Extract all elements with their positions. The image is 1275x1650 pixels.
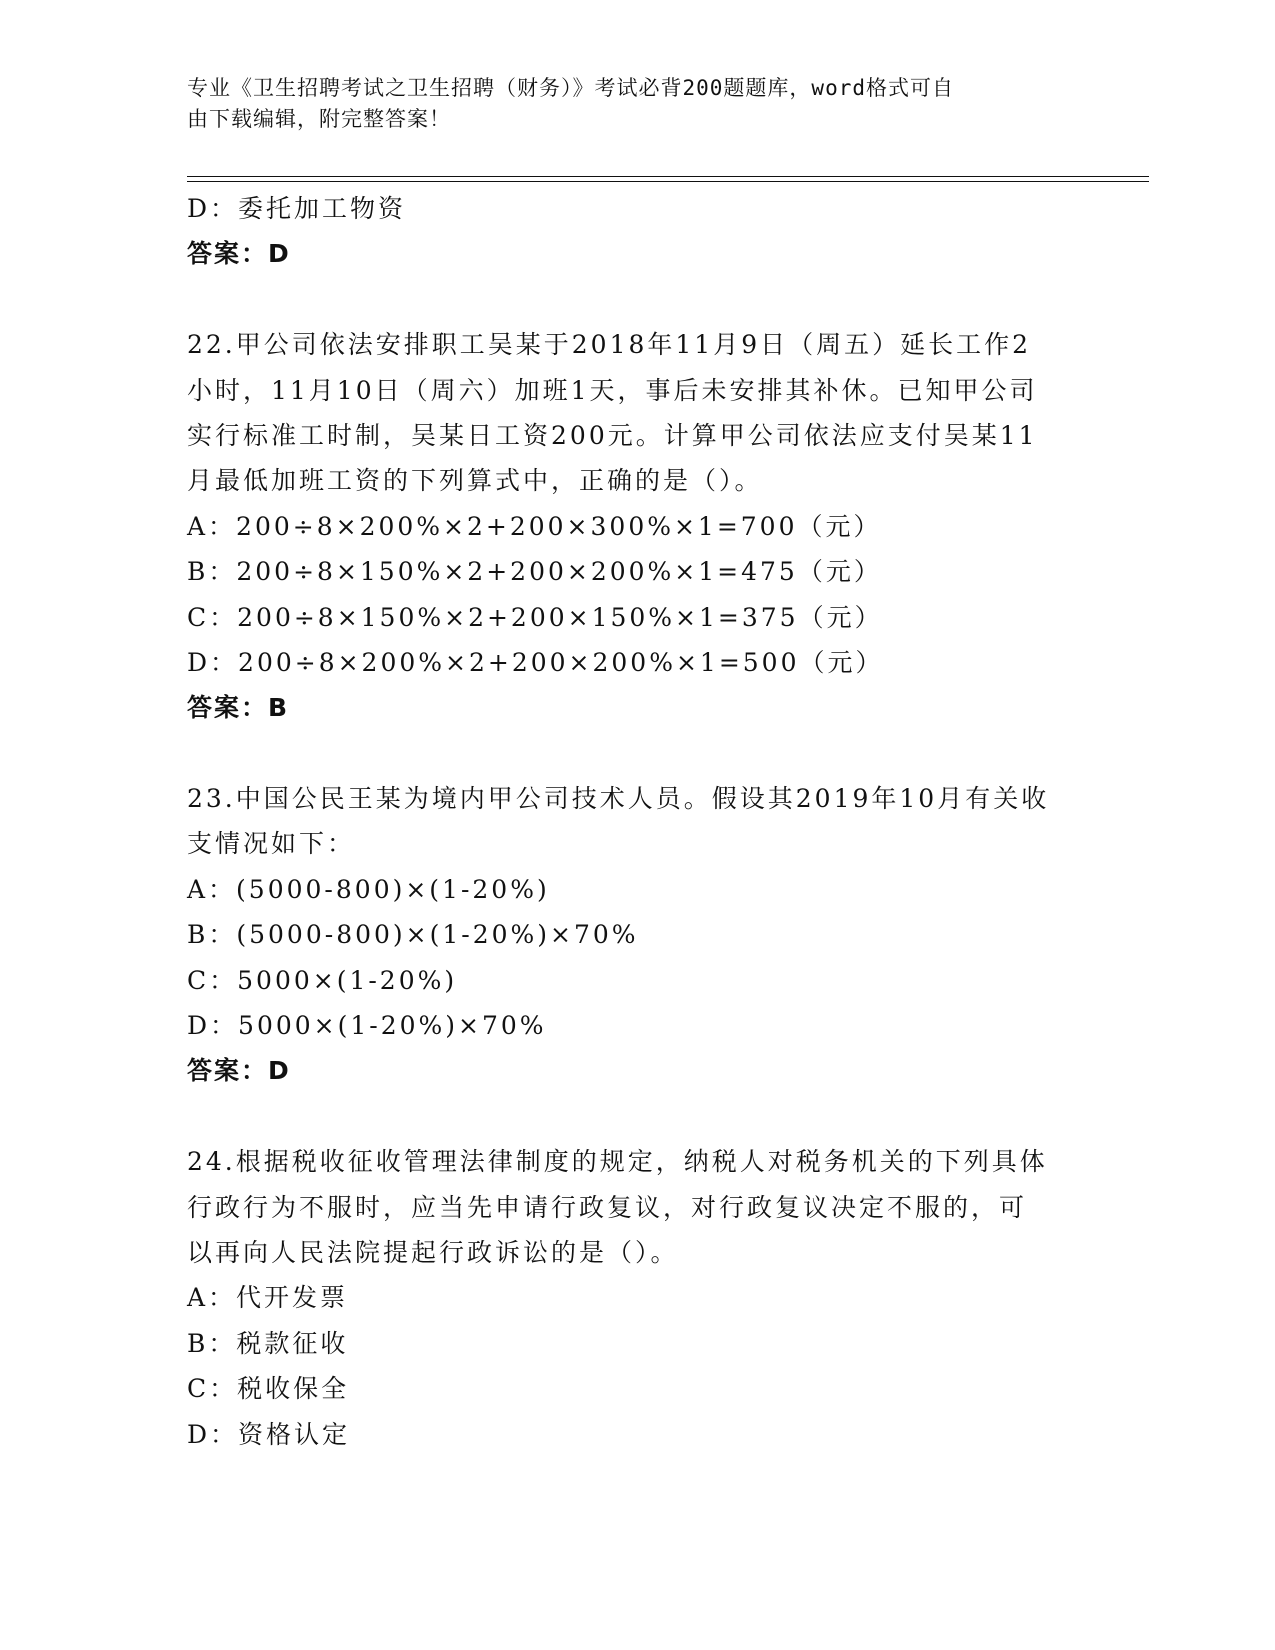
option-d: D：5000×(1-20%)×70% — [187, 1011, 547, 1041]
option-b: B：税款征收 — [187, 1328, 349, 1358]
question-stem-line: 小时，11月10日（周六）加班1天，事后未安排其补休。已知甲公司 — [187, 375, 1038, 405]
option-b: B：200÷8×150%×2+200×200%×1=475（元） — [187, 557, 882, 587]
option-d: D：委托加工物资 — [187, 194, 407, 223]
question-22 — [187, 322, 1087, 731]
question-stem-line: 24.根据税收征收管理法律制度的规定，纳税人对税务机关的下列具体 — [187, 1147, 1048, 1177]
spacer — [187, 277, 1087, 322]
question-23 — [187, 776, 1087, 1094]
document-header — [187, 73, 1067, 135]
option-c: C：税收保全 — [187, 1374, 350, 1404]
question-stem-line: 以再向人民法院提起行政诉讼的是（）。 — [187, 1237, 679, 1267]
question-stem-line: 23.中国公民王某为境内甲公司技术人员。假设其2019年10月有关收 — [187, 784, 1050, 814]
question-stem-line: 行政行为不服时，应当先申请行政复议，对行政复议决定不服的，可 — [187, 1192, 1028, 1222]
option-a: A：代开发票 — [187, 1283, 349, 1313]
spacer — [187, 1094, 1087, 1139]
option-a: A：200÷8×200%×2+200×300%×1=700（元） — [187, 511, 882, 541]
header-divider — [187, 176, 1149, 182]
question-24 — [187, 1139, 1087, 1457]
answer: 答案：B — [187, 693, 290, 723]
option-b: B：(5000-800)×(1-20%)×70% — [187, 920, 639, 950]
question-stem-line: 月最低加班工资的下列算式中，正确的是（）。 — [187, 466, 763, 496]
document-body — [187, 186, 1087, 1457]
answer: 答案：D — [187, 239, 291, 269]
question-21-tail — [187, 186, 1087, 277]
question-stem-line: 22.甲公司依法安排职工吴某于2018年11月9日（周五）延长工作2 — [187, 330, 1032, 360]
option-d: D：200÷8×200%×2+200×200%×1=500（元） — [187, 647, 884, 677]
option-a: A：(5000-800)×(1-20%) — [187, 874, 550, 904]
header-line-1: 专业《卫生招聘考试之卫生招聘（财务）》考试必背200题题库，word格式可自 — [187, 76, 954, 100]
option-d: D：资格认定 — [187, 1419, 351, 1449]
question-stem-line: 支情况如下： — [187, 829, 356, 859]
header-line-2: 由下载编辑，附完整答案！ — [187, 107, 451, 131]
answer: 答案：D — [187, 1056, 291, 1086]
option-c: C：200÷8×150%×2+200×150%×1=375（元） — [187, 602, 883, 632]
option-c: C：5000×(1-20%) — [187, 965, 458, 995]
spacer — [187, 731, 1087, 776]
question-stem-line: 实行标准工时制，吴某日工资200元。计算甲公司依法应支付吴某11 — [187, 420, 1038, 450]
